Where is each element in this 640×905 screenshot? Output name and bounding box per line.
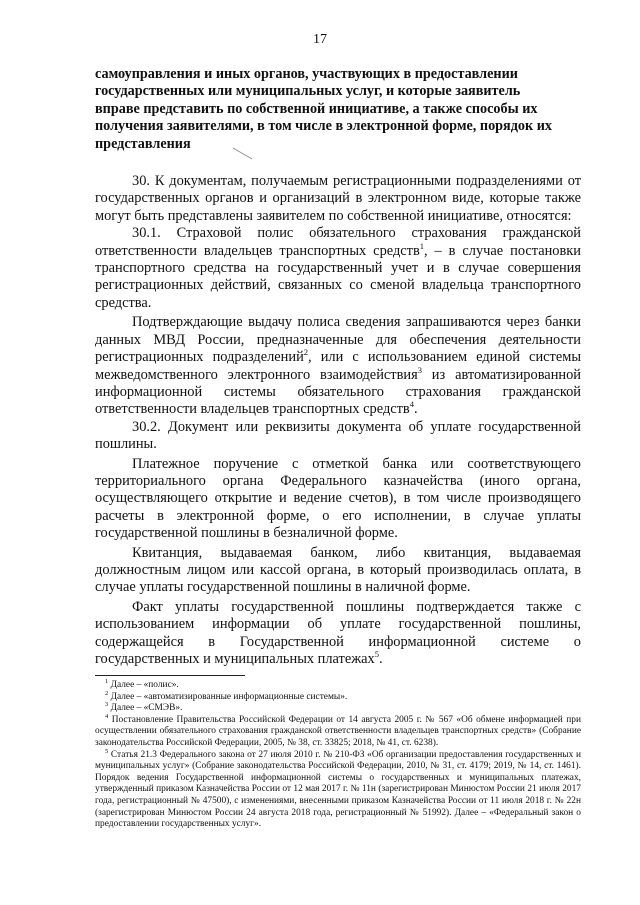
heading-line: самоуправления и иных органов, участвующих в предоставлении: [95, 66, 518, 82]
footnote-text: Далее – «автоматизированные информационные системы».: [108, 691, 348, 702]
text-run: Подтверждающие выдачу полиса сведения запрашиваются через банки данных МВД России, предназначенные для обеспечения деятельности регистрационных подразделений: [95, 314, 581, 366]
paragraph-receipt: Квитанция, выдаваемая банком, либо квитанция, выдаваемая должностным лицом или кассой органа, в который производилась оплата, в случае уплаты государственной пошлины в наличной форме.: [95, 544, 581, 596]
footnote-separator: [95, 675, 245, 676]
footnote-number: 2: [105, 689, 109, 697]
footnote-ref: 2: [303, 347, 309, 358]
text-run: 30.1. Страховой полис обязательного страхования гражданской ответственности владельцев транспортных средств: [95, 225, 581, 259]
footnote-number: 1: [105, 677, 109, 685]
footnote-ref: 3: [417, 364, 422, 375]
footnote-ref: 5: [374, 649, 380, 660]
footnote: [95, 677, 581, 692]
footnote-text: Далее – «СМЭВ».: [108, 703, 183, 714]
heading-line: представления: [95, 135, 191, 152]
paragraph-payment-order: Платежное поручение с отметкой банка или соответствующего территориального органа Федерального казначейства (иного органа, осуществляющего открытие и ведение счетов), в том числе производящего расчеты в электронной форме, о его исполнении, в случае уплаты государственной пошлины в безналичной форме.: [95, 455, 581, 542]
heading-line: получения заявителями, в том числе в электронной форме, порядок их: [95, 118, 552, 135]
footnote: [95, 703, 581, 715]
footnote-text: Далее – «полис».: [108, 680, 179, 690]
heading-line: государственных или муниципальных услуг, и которые заявитель: [95, 83, 521, 100]
page-number: 17: [313, 32, 327, 47]
footnote-number: 5: [105, 747, 109, 755]
paragraph-confirmation: [95, 314, 581, 418]
section-heading: [95, 66, 581, 153]
text-run: , или с использованием единой системы межведомственного электронного взаимодействия: [95, 349, 581, 383]
footnote-ref: 4: [409, 399, 414, 410]
footnote-text: Статья 21.3 Федерального закона от 27 июля 2010 г. № 210-ФЗ «Об организации предоставления государственных и муниципальных услуг» (Собрание законодательства Российской Федерации, 2010, № 31, ст. 4179; 2019, № 14, ст. 1461). Порядок ведения Государственной информационной системы о государственных и муниципальных платежах, утвержденный приказом Казначейства России от 12 мая 2017 г. № 11н (зарегистрирован Минюстом России 21 июля 2017 года, регистрационный № 47500), с изменениями, внесенными приказом Казначейства России от 11 июля 2018 г. № 22н (зарегистрирован Минюстом России 24 августа 2018 года, регистрационный № 51992). Далее – «Федеральный закон о предоставлении государственных услуг».: [95, 749, 581, 830]
paragraph-30-2: 30.2. Документ или реквизиты документа об уплате государственной пошлины.: [95, 418, 581, 453]
footnote-text: Постановление Правительства Российской Федерации от 14 августа 2005 г. № 567 «Об обмене информацией при осуществлении обязательного страхования гражданской ответственности владельцев транспортных средств» (Собрание законодательства Российской Федерации, 2005, № 38, ст. 33825; 2018, № 41, ст. 6238).: [95, 714, 581, 748]
text-run: .: [413, 401, 418, 418]
heading-line: вправе представить по собственной инициативе, а также способы их: [95, 100, 538, 117]
footnote-ref: 1: [419, 240, 424, 251]
paragraph-30-1: [95, 225, 581, 312]
footnote: [95, 712, 581, 750]
footnote: [95, 747, 581, 831]
footnote: [95, 689, 581, 704]
paragraph-30: 30. К документам, получаемым регистрационными подразделениями от государственных органов и организаций в электронном виде, которые также могут быть представлены заявителем по собственной инициативе, относятся:: [95, 173, 581, 224]
footnote-number: 3: [105, 701, 109, 709]
text-run: , – в случае постановки транспортного средства на государственный учет и в случае совершения регистрационных действий, связанных со сменой владельца транспортного средства.: [95, 242, 581, 311]
footnotes: [95, 677, 581, 831]
text-run: из автоматизированной информационной системы обязательного страхования гражданской ответственности владельцев транспортных средств: [95, 366, 581, 418]
text-run: .: [379, 651, 383, 667]
footnote-number: 4: [105, 712, 109, 720]
paragraph-payment-fact: [95, 599, 581, 669]
main-text: [95, 66, 581, 668]
text-run: Факт уплаты государственной пошлины подтверждается также с использованием информации об уплате государственной пошлины, содержащейся в Государственной информационной системе о государственных и муниципальных платежах: [95, 598, 581, 667]
